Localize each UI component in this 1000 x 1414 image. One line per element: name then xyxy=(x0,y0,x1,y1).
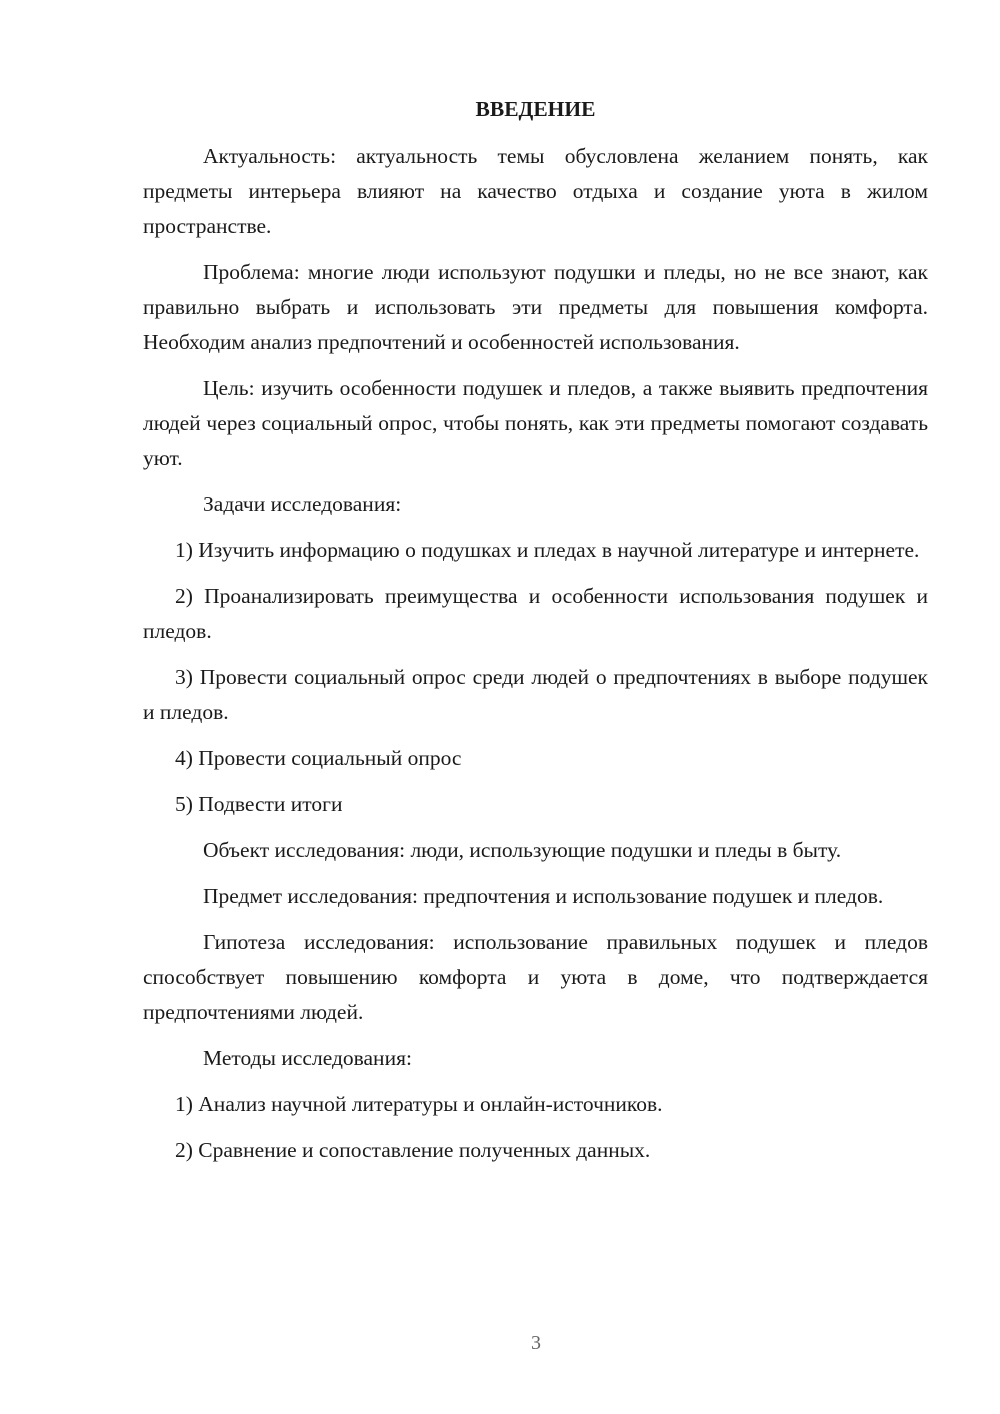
task-item: 5) Подвести итоги xyxy=(175,792,343,816)
method-item: 2) Сравнение и сопоставление полученных данных. xyxy=(175,1138,651,1162)
task-item: 4) Провести социальный опрос xyxy=(175,746,462,770)
problem-paragraph: Проблема: многие люди используют подушки и пледы, но не все знают, как правильно выбрать и использовать эти предметы для повышения комфорта. Необходим анализ предпочтений и особенностей использования. xyxy=(143,260,928,354)
section-heading: ВВЕДЕНИЕ xyxy=(475,97,596,121)
method-item: 1) Анализ научной литературы и онлайн-источников. xyxy=(175,1092,663,1116)
goal-paragraph: Цель: изучить особенности подушек и пледов, а также выявить предпочтения людей через социальный опрос, чтобы понять, как эти предметы помогают создавать уют. xyxy=(143,376,928,470)
task-item: 3) Провести социальный опрос среди людей о предпочтениях в выборе подушек и пледов. xyxy=(143,665,928,724)
task-item: 2) Проанализировать преимущества и особенности использования подушек и пледов. xyxy=(143,584,928,643)
page-number: 3 xyxy=(531,1332,541,1354)
subject-paragraph: Предмет исследования: предпочтения и использование подушек и пледов. xyxy=(203,884,884,908)
hypothesis-paragraph: Гипотеза исследования: использование правильных подушек и пледов способствует повышению комфорта и уюта в доме, что подтверждается предпочтениями людей. xyxy=(143,930,928,1024)
methods-title: Методы исследования: xyxy=(203,1046,412,1070)
document-page xyxy=(143,92,928,1179)
task-item: 1) Изучить информацию о подушках и пледах в научной литературе и интернете. xyxy=(175,538,920,562)
object-paragraph: Объект исследования: люди, использующие подушки и пледы в быту. xyxy=(203,838,842,862)
relevance-paragraph: Актуальность: актуальность темы обусловлена желанием понять, как предметы интерьера влияют на качество отдыха и создание уюта в жилом пространстве. xyxy=(143,144,928,238)
tasks-title: Задачи исследования: xyxy=(203,492,402,516)
